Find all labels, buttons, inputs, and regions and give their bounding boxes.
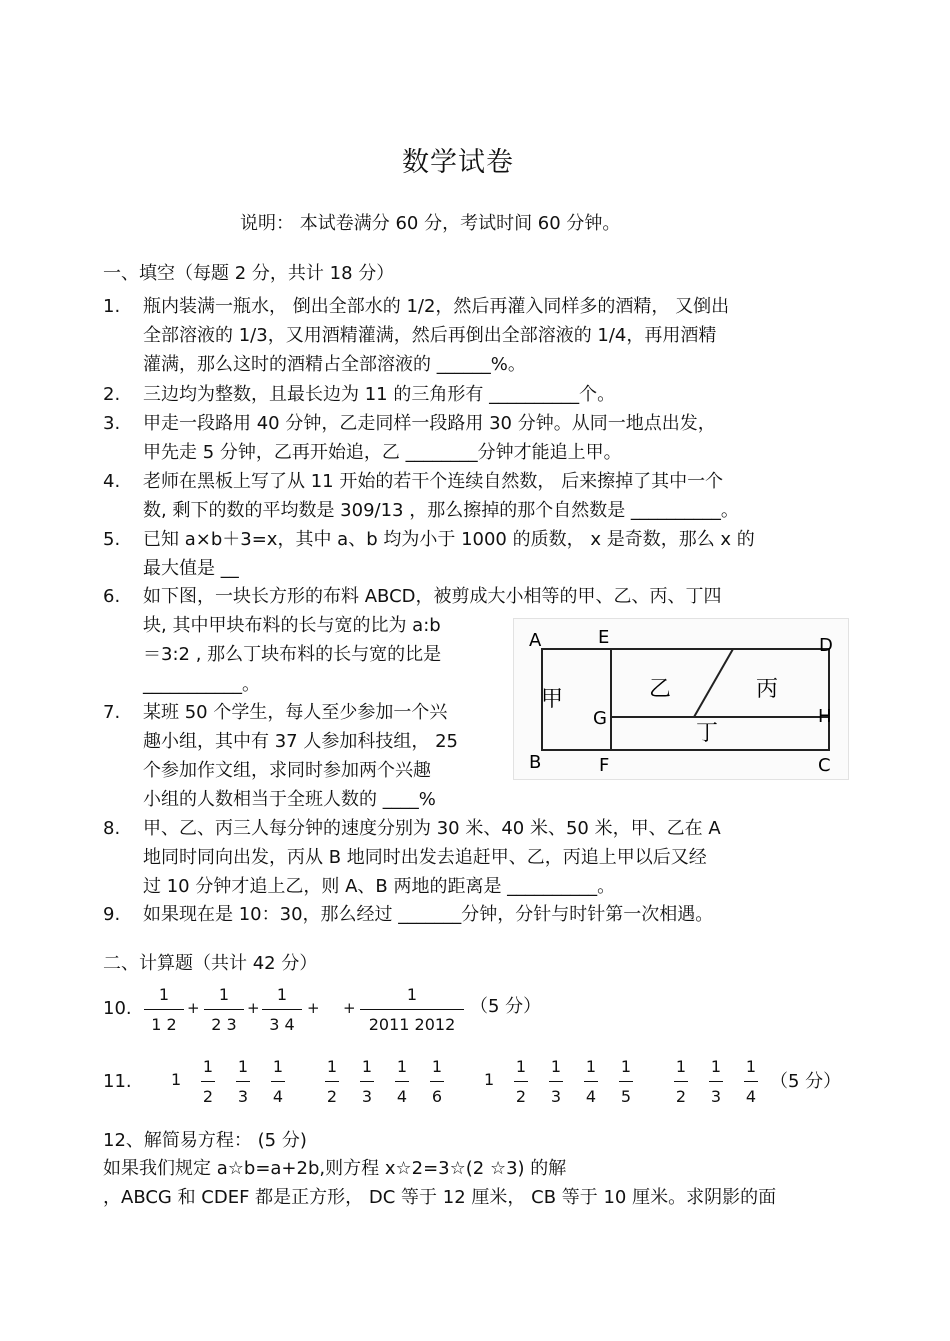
numerator: 1 [218,985,230,1004]
denominator: 4 [272,1087,284,1106]
question-text: 块, 其中甲块布料的长与宽的比为 a:b [143,615,441,636]
question-text: 如果现在是 10：30，那么经过 _______分钟，分针与时针第一次相遇。 [143,904,714,925]
numerator: 1 [361,1057,373,1076]
question-number: 7. [103,702,121,723]
section2-header: 二、计算题（共计 42 分） [103,953,318,974]
whole-number: 1 [171,1070,182,1089]
fraction-bar [744,1081,758,1082]
question-text: 如下图，一块长方形的布料 ABCD，被剪成大小相等的甲、乙、丙、丁四 [143,586,722,607]
denominator: 4 [585,1087,597,1106]
denominator: 2 [515,1087,527,1106]
numerator: 1 [406,985,418,1004]
score: （5 分） [470,996,542,1017]
fraction-bar [204,1009,244,1010]
question-number: 8. [103,818,121,839]
label-e: E [598,627,610,648]
question-number: 6. [103,586,121,607]
question-text: 小组的人数相当于全班人数的 ____% [143,789,436,810]
region-bing: 丙 [756,677,779,702]
question-number: 4. [103,471,121,492]
question-text: 已知 a×b＋3=x，其中 a、b 均为小于 1000 的质数， x 是奇数，那么 x 的 [143,529,755,550]
numerator: 1 [202,1057,214,1076]
numerator: 1 [158,985,170,1004]
question-text: 全部溶液的 1/3，又用酒精灌满，然后再倒出全部溶液的 1/4，再用酒精 [143,325,717,346]
section1-header: 一、填空（每题 2 分，共计 18 分） [103,263,395,284]
denominator: 2 [202,1087,214,1106]
question-text: 过 10 分钟才追上乙，则 A、B 两地的距离是 __________。 [143,876,616,897]
denominator: 5 [620,1087,632,1106]
denominator: 4 [745,1087,757,1106]
fraction-bar [514,1081,528,1082]
fraction-bar [584,1081,598,1082]
question-text: ___________。 [143,674,260,695]
question-text: 地同时同向出发，丙从 B 地同时出发去追赶甲、乙，丙追上甲以后又经 [143,847,707,868]
numerator: 1 [745,1057,757,1076]
question-number: 10. [103,998,132,1019]
plus-sign: + [307,999,320,1017]
question-12-text: 如果我们规定 a☆b=a+2b,则方程 x☆2=3☆(2 ☆3) 的解 [103,1158,567,1179]
denominator: 3 4 [269,1015,295,1034]
label-f: F [599,755,610,776]
question-text: 某班 50 个学生，每人至少参加一个兴 [143,702,448,723]
numerator: 1 [710,1057,722,1076]
plus-sign: + [187,999,200,1017]
numerator: 1 [396,1057,408,1076]
numerator: 1 [550,1057,562,1076]
question-13-text: ，ABCG 和 CDEF 都是正方形， DC 等于 12 厘米， CB 等于 10 厘米。求阴影的面 [103,1187,777,1208]
question-12-header: 12、解简易方程： (5 分) [103,1130,307,1151]
plus-sign: + [343,999,356,1017]
fraction-bar [549,1081,563,1082]
denominator: 3 [361,1087,373,1106]
fraction-bar [430,1081,444,1082]
numerator: 1 [326,1057,338,1076]
page-title: 数学试卷 [402,147,514,178]
denominator: 2 [326,1087,338,1106]
question-text: ＝3:2 , 那么丁块布料的长与宽的比是 [143,644,442,665]
question-number: 1. [103,296,121,317]
question-number: 5. [103,529,121,550]
question-text: 个参加作文组，求同时参加两个兴趣 [143,760,431,781]
fraction-bar [674,1081,688,1082]
region-jia: 甲 [541,687,564,712]
fraction-bar [271,1081,285,1082]
denominator: 3 [710,1087,722,1106]
question-text: 甲走一段路用 40 分钟，乙走同样一段路用 30 分钟。从同一地点出发， [143,413,716,434]
fraction-bar [360,1081,374,1082]
label-d: D [819,635,833,656]
label-a: A [529,630,542,651]
fraction-bar [619,1081,633,1082]
fraction-bar [236,1081,250,1082]
question-number: 9. [103,904,121,925]
region-ding: 丁 [696,721,719,746]
denominator: 6 [431,1087,443,1106]
question-text: 灌满，那么这时的酒精占全部溶液的 ______%。 [143,354,526,375]
question-number: 2. [103,384,121,405]
question-text: 数, 剩下的数的平均数是 309/13 ，那么擦掉的那个自然数是 __________。 [143,500,739,521]
numerator: 1 [515,1057,527,1076]
label-b: B [529,752,542,773]
question-number: 3. [103,413,121,434]
fraction-bar [201,1081,215,1082]
score: （5 分） [770,1071,842,1092]
numerator: 1 [276,985,288,1004]
numerator: 1 [585,1057,597,1076]
numerator: 1 [237,1057,249,1076]
numerator: 1 [272,1057,284,1076]
denominator: 2011 2012 [368,1015,456,1034]
question-text: 瓶内装满一瓶水， 倒出全部水的 1/2，然后再灌入同样多的酒精， 又倒出 [143,296,730,317]
plus-sign: + [247,999,260,1017]
fraction-bar [709,1081,723,1082]
denominator: 3 [550,1087,562,1106]
fraction-bar [395,1081,409,1082]
instructions: 说明： 本试卷满分 60 分，考试时间 60 分钟。 [240,213,621,234]
label-g: G [593,708,607,729]
figure-background [514,619,849,780]
region-yi: 乙 [649,677,672,702]
numerator: 1 [431,1057,443,1076]
question-text: 三边均为整数，且最长边为 11 的三角形有 __________个。 [143,384,616,405]
question-text: 甲先走 5 分钟，乙再开始追，乙 ________分钟才能追上甲。 [143,442,622,463]
fraction-bar [262,1009,302,1010]
rectangle-figure [513,618,849,780]
denominator: 4 [396,1087,408,1106]
label-c: C [818,755,831,776]
question-text: 老师在黑板上写了从 11 开始的若干个连续自然数， 后来擦掉了其中一个 [143,471,724,492]
denominator: 1 2 [151,1015,177,1034]
fraction-bar [360,1009,464,1010]
question-text: 最大值是 __ [143,558,239,579]
denominator: 2 [675,1087,687,1106]
numerator: 1 [620,1057,632,1076]
question-text: 趣小组，其中有 37 人参加科技组， 25 [143,731,458,752]
whole-number: 1 [484,1070,495,1089]
numerator: 1 [675,1057,687,1076]
fraction-bar [144,1009,184,1010]
question-number: 11. [103,1071,132,1092]
fraction-bar [325,1081,339,1082]
denominator: 2 3 [211,1015,237,1034]
question-text: 甲、乙、丙三人每分钟的速度分别为 30 米、40 米、50 米，甲、乙在 A [143,818,721,839]
label-h: H [818,706,832,727]
denominator: 3 [237,1087,249,1106]
